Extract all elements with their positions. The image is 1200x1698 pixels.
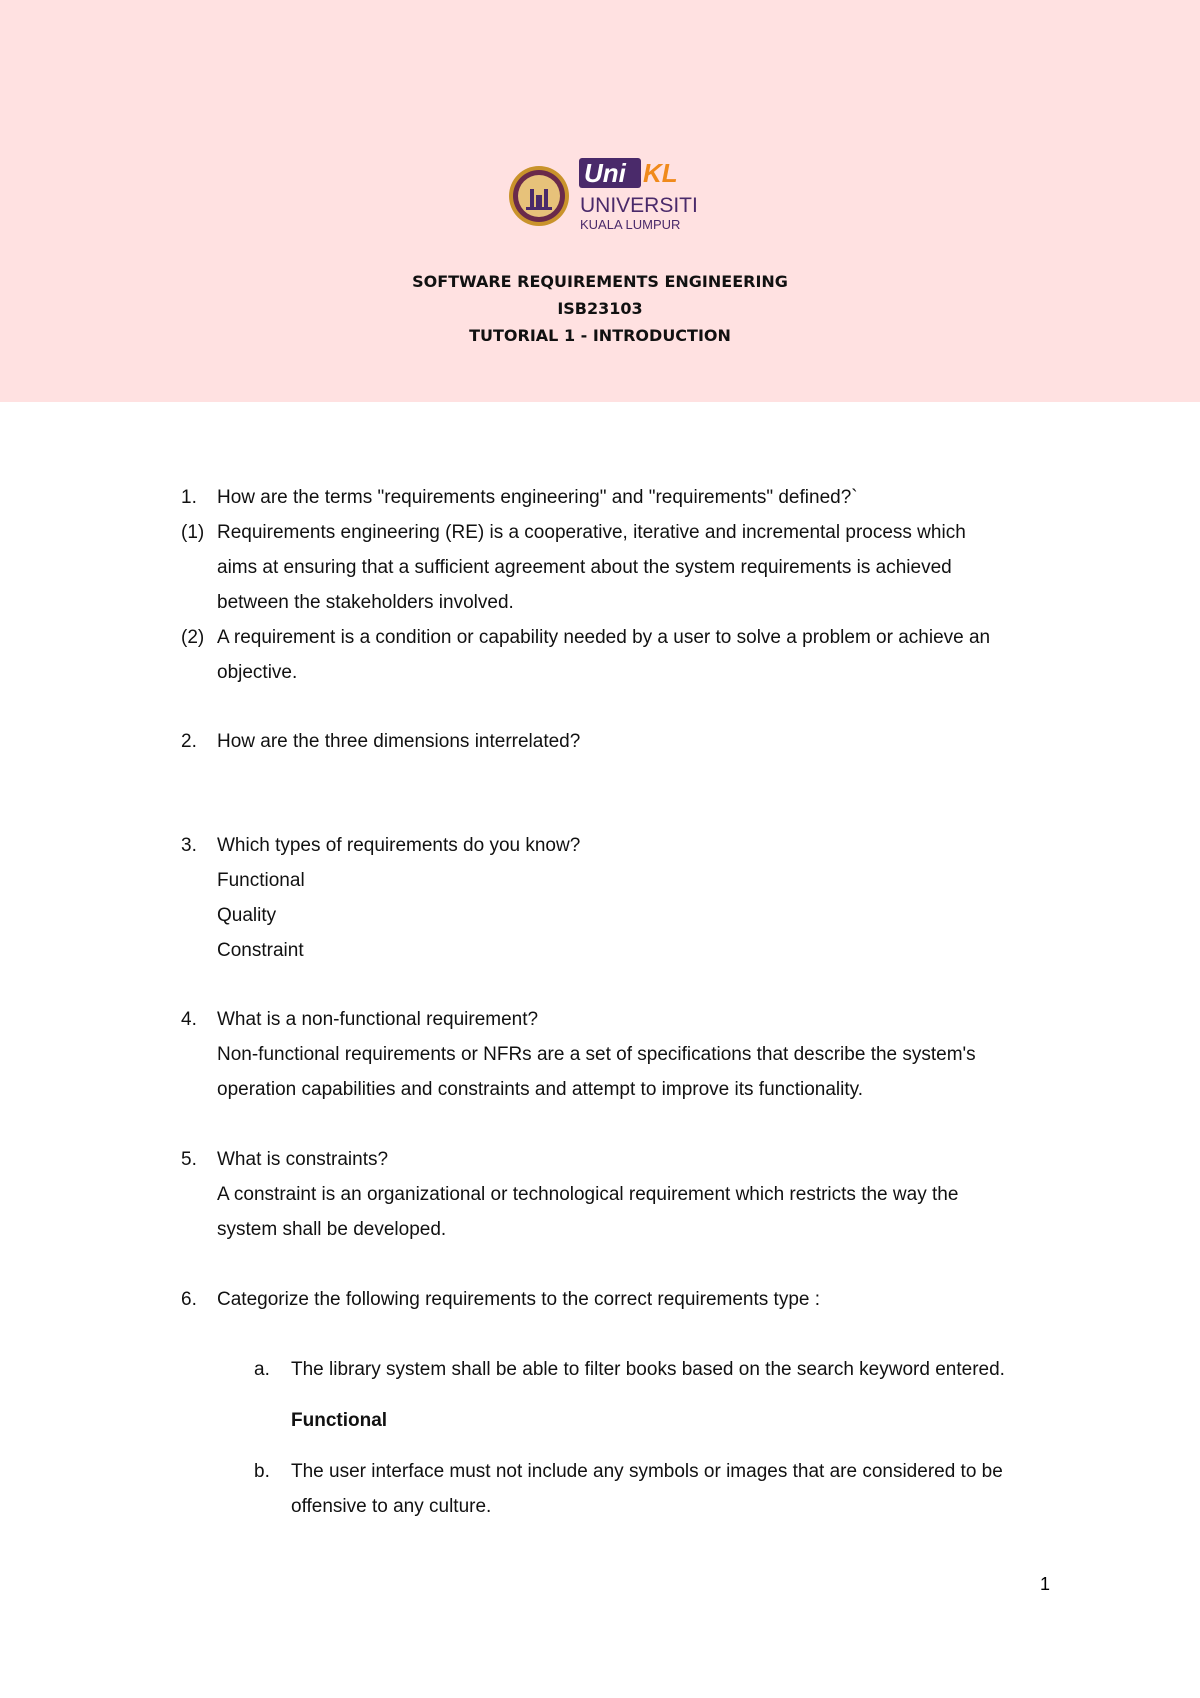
page-number: 1 (1040, 1574, 1051, 1594)
logo-name-line2: KUALA LUMPUR (580, 217, 681, 232)
q6-item-a-text: The library system shall be able to filter books based on the search keyword entered. (291, 1359, 1005, 1380)
q6-item-b-text-line-1: The user interface must not include any symbols or images that are considered to be (291, 1461, 1003, 1482)
question-text: Categorize the following requirements to the correct requirements type : (217, 1289, 821, 1310)
question-number: 6. (181, 1289, 197, 1310)
q6-item-b-marker: b. (254, 1461, 270, 1482)
q6-item-a-marker: a. (254, 1359, 270, 1380)
logo-name-line1: UNIVERSITI (580, 194, 698, 217)
question-number: 4. (181, 1009, 197, 1030)
question-number: 5. (181, 1149, 197, 1170)
q4-answer-line-1: Non-functional requirements or NFRs are a set of specifications that describe the system's (217, 1044, 976, 1065)
course-title: SOFTWARE REQUIREMENTS ENGINEERING (412, 272, 788, 291)
q3-answer-functional: Functional (217, 870, 305, 891)
answer-marker: (1) (181, 522, 205, 543)
question-number: 2. (181, 731, 197, 752)
logo-brand-kl: KL (643, 158, 678, 188)
tutorial-title: TUTORIAL 1 - INTRODUCTION (469, 326, 731, 345)
crest-icon (509, 166, 569, 226)
q5-answer-line-2: system shall be developed. (217, 1219, 447, 1240)
question-number: 3. (181, 835, 197, 856)
question-text: How are the terms "requirements engineering" and "requirements" defined?` (217, 487, 858, 508)
question-text: What is a non-functional requirement? (217, 1009, 539, 1030)
question-text: What is constraints? (217, 1149, 389, 1170)
q3-answer-quality: Quality (217, 905, 277, 926)
q3-answer-constraint: Constraint (217, 940, 304, 961)
logo-brand-uni: Uni (584, 158, 626, 188)
question-number: 1. (181, 487, 197, 508)
question-text: Which types of requirements do you know? (217, 835, 581, 856)
q1-answer-2-line-1: A requirement is a condition or capability needed by a user to solve a problem or achieve an (217, 627, 991, 648)
answer-marker: (2) (181, 627, 205, 648)
q4-answer-line-2: operation capabilities and constraints and attempt to improve its functionality. (217, 1079, 863, 1100)
unikl-logo (508, 155, 708, 237)
q1-answer-1-line-3: between the stakeholders involved. (217, 592, 514, 613)
q1-answer-2-line-2: objective. (217, 662, 298, 683)
q5-answer-line-1: A constraint is an organizational or technological requirement which restricts the way the (217, 1184, 959, 1205)
q6-item-a-answer: Functional (291, 1410, 388, 1431)
course-code: ISB23103 (557, 299, 643, 318)
q1-answer-1-line-2: aims at ensuring that a sufficient agreement about the system requirements is achieved (217, 557, 952, 578)
q6-item-b-text-line-2: offensive to any culture. (291, 1496, 492, 1517)
q1-answer-1-line-1: Requirements engineering (RE) is a cooperative, iterative and incremental process which (217, 522, 966, 543)
question-text: How are the three dimensions interrelated? (217, 731, 581, 752)
document-title-block (0, 268, 1200, 349)
